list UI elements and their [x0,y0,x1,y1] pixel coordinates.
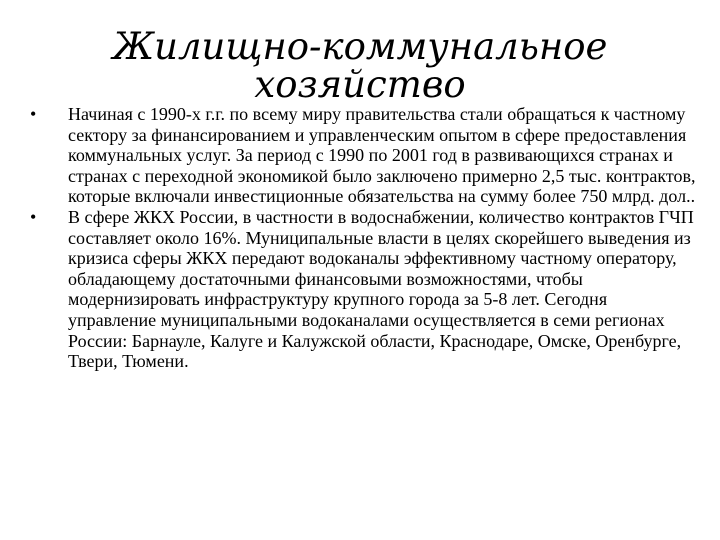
title-line-1: Жилищно-коммунальное [112,25,608,68]
bullet-icon: • [30,206,37,227]
title-line-2: хозяйство [254,63,466,106]
bullet-text: Начиная с 1990-х г.г. по всему миру правительства стали обращаться к частному сектору за финансированием и управленческим опытом в сфере предоставления коммунальных услуг. За период с 1990 по 2001 год в развивающихся странах и странах с переходной экономикой было заключено примерно 2,5 тыс. контрактов, которые включали инвестиционные обязательства на сумму более 750 млрд. дол.. [68,104,696,207]
bullet-text: В сфере ЖКХ России, в частности в водоснабжении, количество контрактов ГЧП составляет около 16%. Муниципальные власти в целях скорейшего выведения из кризиса сферы ЖКХ передают водоканалы эффективному частному оператору, обладающему достаточными финансовыми возможностями, чтобы модернизировать инфраструктуру крупного города за 5-8 лет. Сегодня управление муниципальными водоканалами осуществляется в семи регионах России: Барнауле, Калуге и Калужской области, Краснодаре, Омске, Оренбурге, Твери, Тюмени. [68,206,694,372]
bullet-item [30,104,696,207]
bullet-item [30,207,696,372]
bullet-icon: • [30,104,37,124]
slide-title [60,25,660,106]
bullet-list [30,104,696,372]
